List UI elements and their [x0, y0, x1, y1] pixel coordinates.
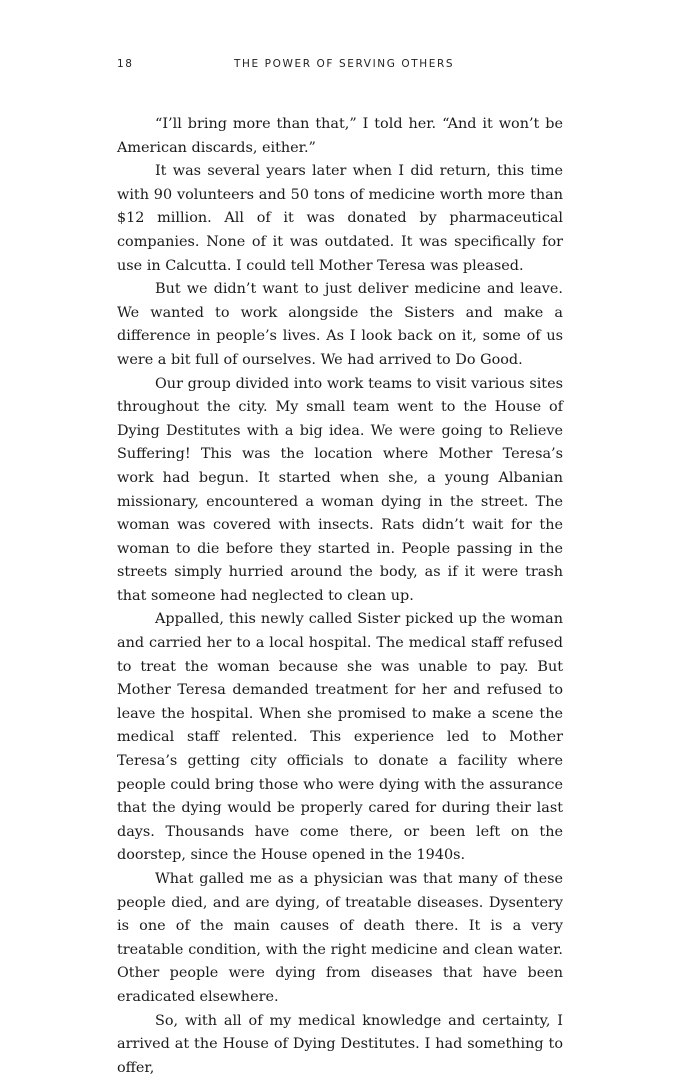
- paragraph: “I’ll bring more than that,” I told her. “And it won’t be American discards, either.”: [117, 116, 563, 156]
- paragraph: What galled me as a physician was that many of these people died, and are dying, of treatable diseases. Dysentery is one of the main causes of death there. It is a very treatable condition, with the right medicine and clean water. Other people were dying from diseases that have been eradicated elsewhere.: [117, 871, 563, 1005]
- paragraph: Our group divided into work teams to visit various sites throughout the city. My small team went to the House of Dying Destitutes with a big idea. We were going to Relieve Suffering! This was the location where Mother Teresa’s work had begun. It started when she, a young Albanian missionary, encountered a woman dying in the street. The woman was covered with insects. Rats didn’t wait for the woman to die before they started in. People passing in the streets simply hurried around the body, as if it were trash that someone had neglected to clean up.: [117, 375, 563, 604]
- paragraph: Appalled, this newly called Sister picked up the woman and carried her to a local hospital. The medical staff refused to treat the woman because she was unable to pay. But Mother Teresa demanded treatment for her and refused to leave the hospital. When she promised to make a scene the medical staff relented. This experience led to Mother Teresa’s getting city officials to donate a facility where people could bring those who were dying with the assurance that the dying would be properly cared for during their last days. Thousands have come there, or been left on the doorstep, since the House opened in the 1940s.: [117, 611, 563, 864]
- running-header: [117, 58, 563, 76]
- paragraph: It was several years later when I did return, this time with 90 volunteers and 50 tons of medicine worth more than $12 million. All of it was donated by pharmaceutical companies. None of it was outdated. It was specifically for use in Calcutta. I could tell Mother Teresa was pleased.: [117, 163, 563, 274]
- paragraph: But we didn’t want to just deliver medicine and leave. We wanted to work alongside the Sisters and make a difference in people’s lives. As I look back on it, some of us were a bit full of ourselves. We had arrived to Do Good.: [117, 281, 563, 368]
- body-text: [117, 113, 563, 1080]
- paragraph: So, with all of my medical knowledge and certainty, I arrived at the House of Dying Destitutes. I had something to offer,: [117, 1012, 563, 1076]
- running-title: THE POWER OF SERVING OTHERS: [234, 58, 455, 70]
- page-number: 18: [117, 58, 134, 70]
